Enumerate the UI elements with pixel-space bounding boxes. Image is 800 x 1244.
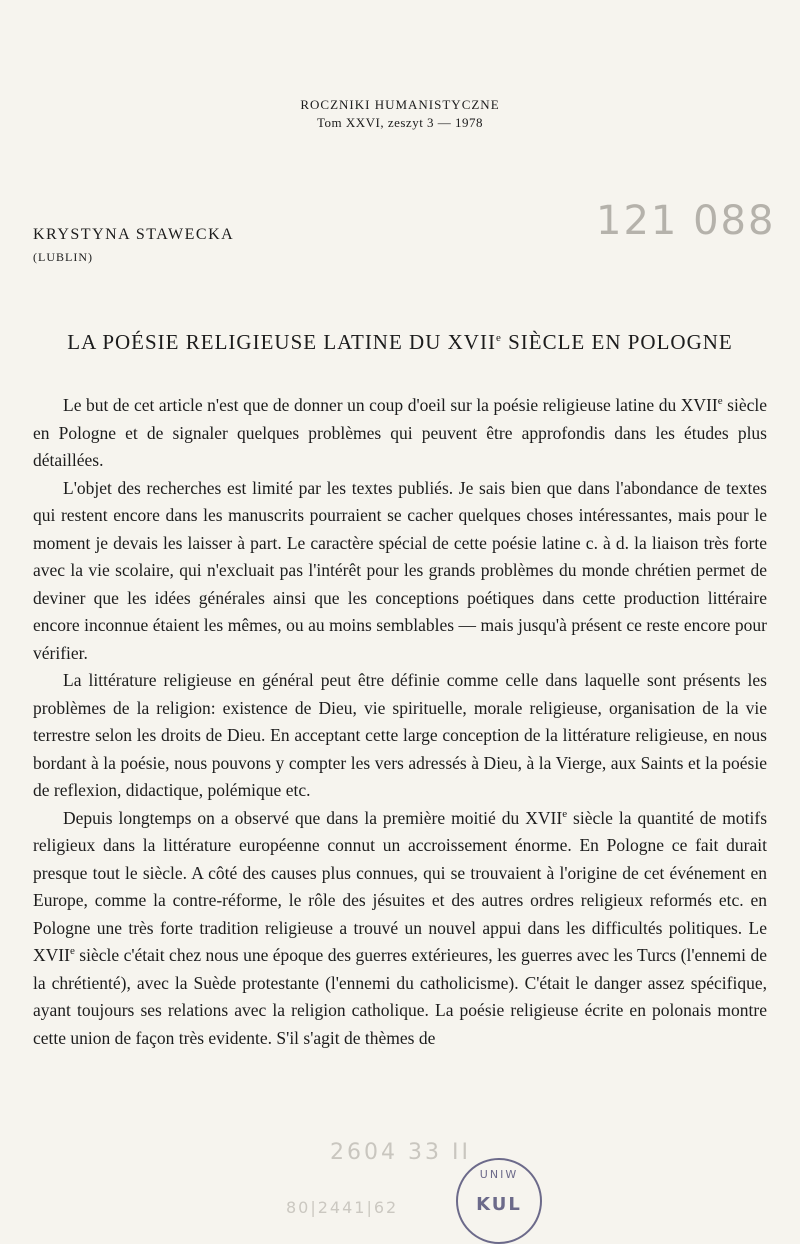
seal-mid-text: KUL <box>476 1194 522 1215</box>
paragraph-text: L'objet des recherches est limité par les textes publiés. Je sais bien que dans l'abondance de textes qui restent encore dans les manuscrits pourraient se cacher quelques choses intéressantes, mais pour le moment je devais les laisser à part. Le caractère spécial de cette poésie latine c. à d. la liaison très forte avec la vie scolaire, qui n'excluait pas l'intérêt pour les grands problèmes du monde chrétien permet de deviner que les idées générales ainsi que les conceptions poétiques dans cette production littéraire encore inconnue étaient les mêmes, ou au moins semblables — mais jusqu'à présent ce reste encore pour vérifier. <box>33 477 767 663</box>
title-sup: e <box>495 332 502 344</box>
seal-top-text: UNIW <box>479 1168 519 1181</box>
journal-header <box>0 96 800 132</box>
paragraph-text: siècle c'était chez nous une époque des guerres extérieures, les guerres avec les Turcs (l'ennemi de la chrétienté), avec la Suède protestante (l'ennemi du catholicisme). C'était le danger assez spécifique, ayant toujours ses relations avec la religion catholique. La poésie religieuse écrite en polonais montre cette union de façon très evidente. S'il s'agit de thèmes de <box>33 945 767 1048</box>
paragraph-text: La littérature religieuse en général peut être définie comme celle dans laquelle sont présents les problèmes de la religion: existence de Dieu, vie spirituelle, morale religieuse, organisation de la vie terrestre selon les droits de Dieu. En acceptant cette large conception de la littérature religieuse, en nous bordant à la poésie, nous pouvons y compter les vers adressés à Dieu, à la Vierge, aux Saints et la poésie de reflexion, didactique, polémique etc. <box>33 670 767 800</box>
library-seal <box>456 1158 542 1244</box>
paragraph <box>33 392 767 475</box>
faded-stamp: 2604 33 II <box>330 1140 471 1165</box>
bottom-inventory-mark: 80|2441|62 <box>286 1198 399 1217</box>
paragraph-text: Depuis longtemps on a observé que dans la première moitié du XVII <box>63 807 563 828</box>
article-title <box>0 330 800 355</box>
article-body <box>33 392 767 1052</box>
author-name: KRYSTYNA STAWECKA <box>33 226 235 243</box>
superscript: e <box>717 395 723 408</box>
superscript: e <box>562 807 568 820</box>
paragraph-text: Le but de cet article n'est que de donner un coup d'oeil sur la poésie religieuse latine du XVII <box>63 395 718 415</box>
paragraph <box>33 475 767 668</box>
journal-name: ROCZNIKI HUMANISTYCZNE <box>300 97 500 112</box>
paragraph <box>33 805 767 1053</box>
paragraph-text: siècle en Pologne et de signaler quelques problèmes qui peuvent être approfondis dans les études plus détaillées. <box>33 395 767 470</box>
author-block <box>33 224 234 268</box>
paragraph-text: siècle la quantité de motifs religieux dans la littérature européenne connut un accroissement énorme. En Pologne ce fait durait presque tout le siècle. A côté des causes plus connues, qui se trouvaient à l'origine de cet événement en Europe, comme la contre-réforme, le rôle des jésuites et des autres ordres religieux reformés etc. en Pologne une très forte tradition religieuse a trouvé un nouvel appui dans les difficultés politiques. Le XVII <box>33 807 768 965</box>
author-affiliation: (LUBLIN) <box>33 250 93 264</box>
title-text-after: SIÈCLE EN POLOGNE <box>501 330 733 354</box>
paragraph <box>33 667 767 805</box>
title-text-before: LA POÉSIE RELIGIEUSE LATINE DU XVII <box>67 330 496 354</box>
superscript: e <box>69 945 75 958</box>
handwritten-shelfmark: 121 088 <box>596 198 776 244</box>
journal-issue: Tom XXVI, zeszyt 3 — 1978 <box>316 115 484 130</box>
